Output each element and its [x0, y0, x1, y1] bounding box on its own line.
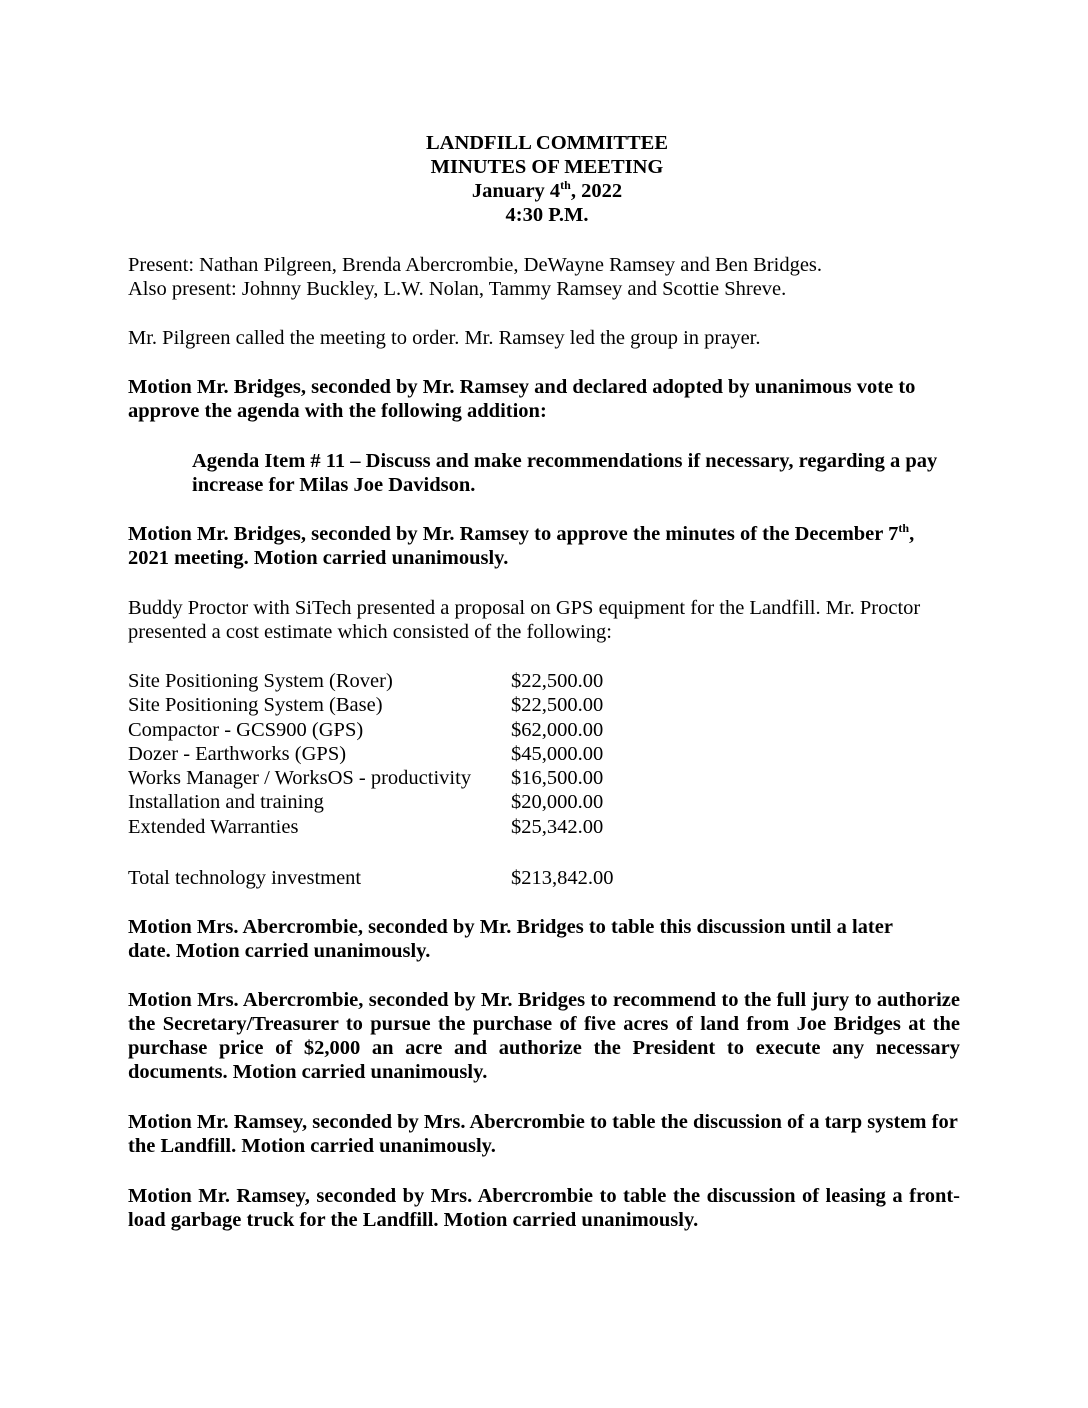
total-label: Total technology investment — [128, 867, 362, 889]
meeting-time: 4:30 P.M. — [505, 204, 589, 226]
call-to-order: Mr. Pilgreen called the meeting to order. Mr. Ramsey led the group in prayer. — [128, 327, 761, 349]
cost-row — [128, 742, 603, 766]
cost-item-name: Dozer - Earthworks (GPS) — [128, 742, 347, 765]
motion-minutes: Motion Mr. Bridges, seconded by Mr. Ramsey to approve the minutes of the December 7th, 2021 meeting. Motion carried unanimously. — [128, 521, 915, 569]
cost-row — [128, 669, 603, 693]
motion-tarp-system: Motion Mr. Ramsey, seconded by Mrs. Abercrombie to table the discussion of a tarp system for the Landfill. Motion carried unanimously. — [128, 1111, 958, 1157]
agenda-item-addition: Agenda Item # 11 – Discuss and make recommendations if necessary, regarding a pay increase for Milas Joe Davidson. — [192, 450, 938, 496]
cost-item-name: Compactor - GCS900 (GPS) — [128, 718, 364, 741]
cost-row — [128, 815, 603, 839]
cost-item-amount: $20,000.00 — [511, 791, 604, 814]
present-members: Present: Nathan Pilgreen, Brenda Abercrombie, DeWayne Ramsey and Ben Bridges. — [128, 254, 823, 276]
cost-row — [128, 718, 603, 742]
attendance — [128, 253, 960, 301]
cost-item-name: Site Positioning System (Rover) — [128, 670, 393, 692]
meeting-date: January 4th, 2022 — [471, 178, 623, 202]
motion-garbage-truck: Motion Mr. Ramsey, seconded by Mrs. Abercrombie to table the discussion of leasing a front-load garbage truck for the Landfill. Motion carried unanimously. — [128, 1185, 960, 1231]
cost-item-amount: $22,500.00 — [511, 694, 604, 717]
also-present: Also present: Johnny Buckley, L.W. Nolan, Tammy Ramsey and Scottie Shreve. — [128, 278, 787, 300]
document-header — [0, 131, 1088, 227]
cost-item-name: Site Positioning System (Base) — [128, 694, 383, 717]
total-row — [128, 866, 614, 890]
motion-land-purchase: Motion Mrs. Abercrombie, seconded by Mr. Bridges to recommend to the full jury to authorize the Secretary/Treasurer to pursue the purchase of five acres of land from Joe Bridges at the purchase price of $2,000 an acre and authorize the President to execute any necessary documents. Motion carried unanimously. — [128, 989, 960, 1083]
cost-item-amount: $62,000.00 — [511, 718, 604, 741]
cost-row — [128, 693, 603, 717]
cost-item-name: Extended Warranties — [128, 815, 299, 838]
committee-title: LANDFILL COMMITTEE — [425, 132, 669, 154]
cost-item-amount: $22,500.00 — [511, 670, 604, 692]
cost-estimate-table — [128, 669, 603, 839]
cost-estimate-rows — [128, 669, 603, 839]
cost-row — [128, 790, 603, 814]
motion-table-gps: Motion Mrs. Abercrombie, seconded by Mr. Bridges to table this discussion until a later date. Motion carried unanimously. — [128, 916, 893, 962]
cost-row — [128, 766, 603, 790]
motion-agenda: Motion Mr. Bridges, seconded by Mr. Ramsey and declared adopted by unanimous vote to approve the agenda with the following addition: — [128, 376, 916, 422]
minutes-title: MINUTES OF MEETING — [430, 156, 664, 178]
cost-item-amount: $25,342.00 — [511, 815, 604, 838]
gps-proposal: Buddy Proctor with SiTech presented a proposal on GPS equipment for the Landfill. Mr. Proctor presented a cost estimate which consisted of the following: — [128, 597, 921, 643]
cost-item-name: Installation and training — [128, 791, 324, 814]
total-amount: $213,842.00 — [511, 867, 614, 889]
cost-item-name: Works Manager / WorksOS - productivity — [128, 767, 472, 790]
cost-item-amount: $16,500.00 — [511, 767, 604, 790]
cost-item-amount: $45,000.00 — [511, 742, 604, 765]
